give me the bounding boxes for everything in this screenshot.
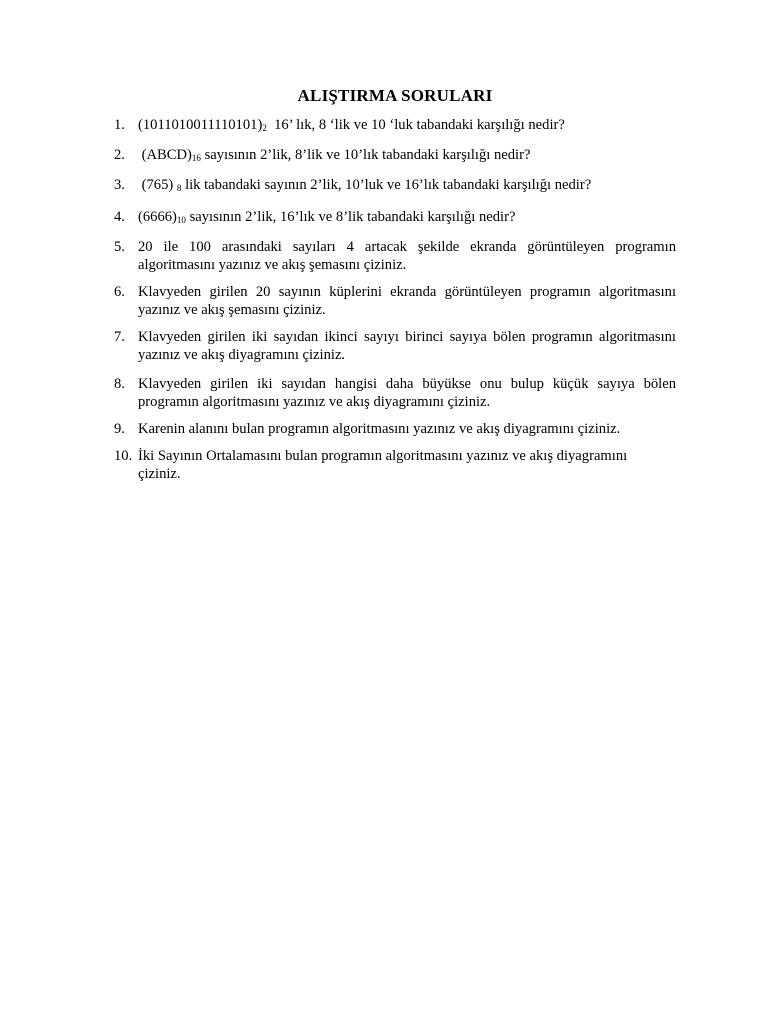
question-text (138, 116, 676, 137)
question-text (138, 146, 676, 167)
question-item (114, 420, 676, 438)
question-number: 10. (114, 448, 133, 464)
question-item (114, 176, 676, 197)
question-prefix: (1011010011110101) (138, 117, 263, 133)
question-item (114, 375, 676, 411)
question-text: Klavyeden girilen 20 sayının küplerini ekranda görüntüleyen programın algoritmasını yazınız ve akış şemasını çiziniz. (138, 284, 676, 318)
question-number: 1. (114, 117, 125, 133)
question-prefix: (6666) (138, 209, 177, 225)
question-number: 9. (114, 421, 125, 437)
question-text: Klavyeden girilen iki sayıdan hangisi daha büyükse onu bulup küçük sayıya bölen programın algoritmasını yazınız ve akış diyagramını çiziniz. (138, 376, 676, 410)
question-text: Klavyeden girilen iki sayıdan ikinci sayıyı birinci sayıya bölen programın algoritmasını yazınız ve akış diyagramını çiziniz. (138, 329, 676, 363)
base-subscript: 10 (176, 215, 186, 225)
question-text (138, 208, 676, 229)
question-item (114, 283, 676, 319)
question-number: 3. (114, 177, 125, 193)
base-subscript: 2 (262, 123, 267, 133)
page-title: ALIŞTIRMA SORULARI (297, 86, 493, 105)
question-number: 2. (114, 147, 125, 163)
question-prefix: (ABCD) (138, 147, 192, 163)
question-number: 4. (114, 209, 125, 225)
question-body: sayısının 2’lik, 8’lik ve 10’lık tabandaki karşılığı nedir? (200, 147, 531, 163)
question-number: 7. (114, 329, 125, 345)
question-prefix: (765) (138, 177, 177, 193)
question-item (114, 447, 676, 483)
base-subscript: 16 (191, 153, 201, 163)
question-item (114, 146, 676, 167)
question-item (114, 116, 676, 137)
question-item (114, 238, 676, 274)
base-subscript: 8 (176, 183, 182, 193)
question-body: 16’ lık, 8 ‘lik ve 10 ‘luk tabandaki karşılığı nedir? (266, 117, 565, 133)
question-item (114, 328, 676, 364)
question-body: lik tabandaki sayının 2’lik, 10’luk ve 16’lık tabandaki karşılığı nedir? (181, 177, 592, 193)
question-body: sayısının 2’lik, 16’lık ve 8’lik tabandaki karşılığı nedir? (185, 209, 516, 225)
question-list (114, 116, 676, 493)
question-text (138, 176, 676, 197)
question-item (114, 208, 676, 229)
question-number: 5. (114, 239, 125, 255)
question-number: 6. (114, 284, 125, 300)
question-text: 20 ile 100 arasındaki sayıları 4 artacak şekilde ekranda görüntüleyen programın algoritmasını yazınız ve akış şemasını çiziniz. (138, 239, 676, 273)
question-number: 8. (114, 376, 125, 392)
question-text: Karenin alanını bulan programın algoritmasını yazınız ve akış diyagramını çiziniz. (138, 421, 621, 437)
question-text: İki Sayının Ortalamasını bulan programın algoritmasını yazınız ve akış diyagramını çiziniz. (138, 448, 628, 482)
